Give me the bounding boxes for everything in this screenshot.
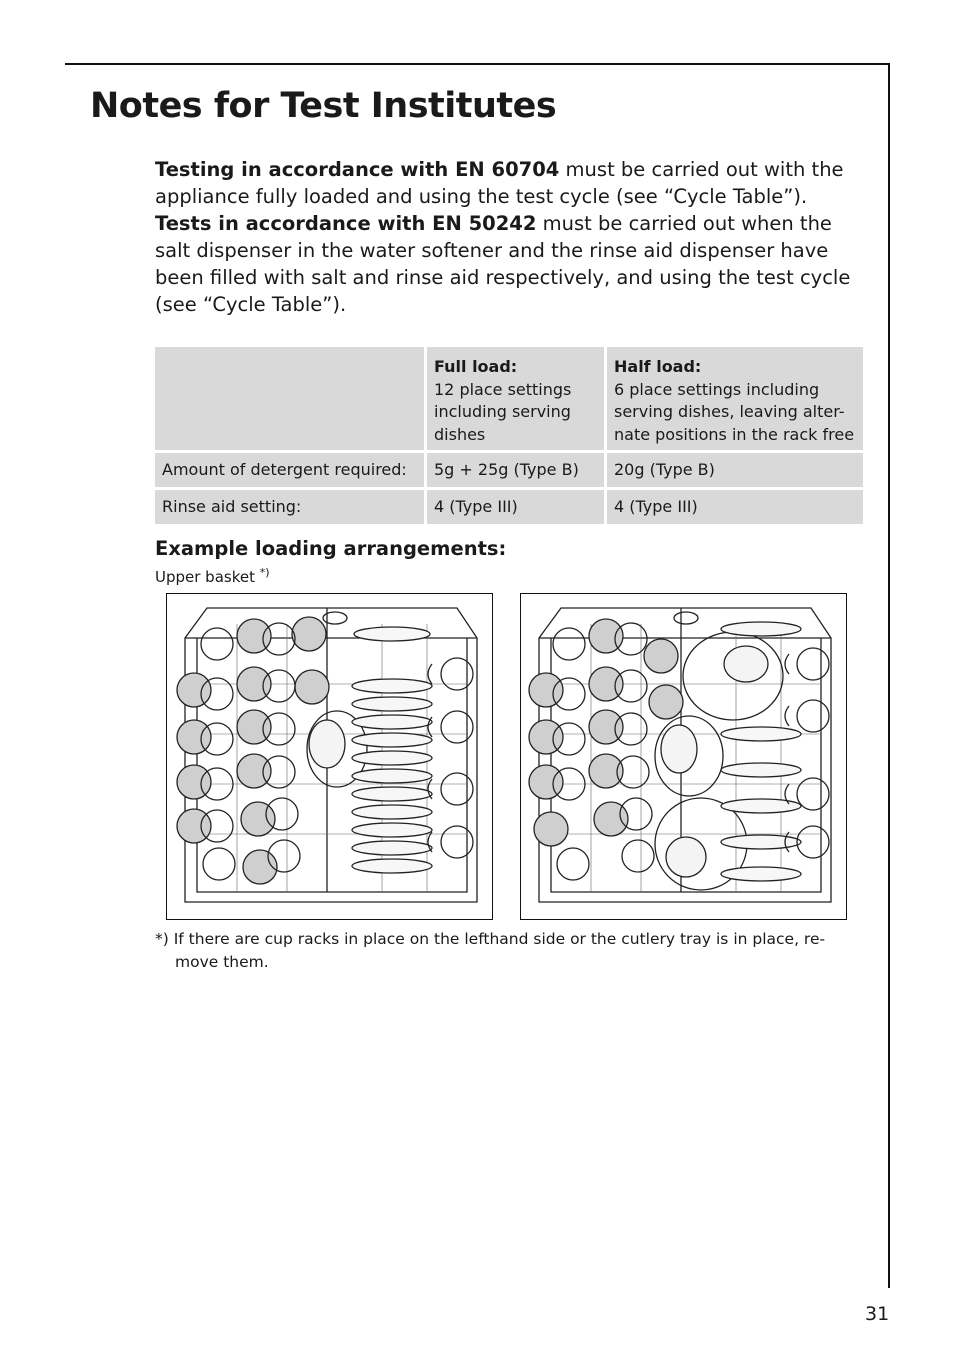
full-load-rack-illustration <box>166 593 493 920</box>
half-load-desc: 6 place settings including serving dishes, leaving alter-nate positions in the rack free <box>614 379 855 444</box>
rack-drawing-full <box>167 594 492 919</box>
table-header-half-load <box>607 347 863 450</box>
row-label: Rinse aid setting: <box>155 490 427 524</box>
half-load-label: Half load: <box>614 357 702 376</box>
full-load-desc: 12 place settings including serving dishes <box>434 379 572 444</box>
table-row <box>155 453 863 487</box>
top-rule <box>65 63 890 65</box>
footnote-line-2: move them. <box>175 953 269 971</box>
footnote-line-1: *) If there are cup racks in place on the lefthand side or the cutlery tray is in place, re- <box>155 930 826 948</box>
intro-standard-1: Testing in accordance with EN 60704 <box>155 158 560 181</box>
full-load-label: Full load: <box>434 357 518 376</box>
row-label: Amount of detergent required: <box>155 453 427 487</box>
rack-drawing-half <box>521 594 846 919</box>
row-full-value: 5g + 25g (Type B) <box>427 453 607 487</box>
upper-basket-text: Upper basket <box>155 568 260 586</box>
footnote-marker: *) <box>259 566 270 579</box>
row-half-value: 4 (Type III) <box>607 490 863 524</box>
table-header-empty <box>155 347 427 450</box>
test-load-table <box>155 347 863 524</box>
footnote <box>155 928 865 974</box>
side-rule <box>888 63 890 1288</box>
table-header-full-load <box>427 347 607 450</box>
intro-text-2: must be carried out when the salt dispenser in the water softener and the rinse aid dispenser have been filled with salt and rinse aid respectively, and using the test cycle (see “Cycle Table”). <box>155 212 851 316</box>
row-half-value: 20g (Type B) <box>607 453 863 487</box>
intro-paragraph-1 <box>155 156 870 210</box>
table-header-row <box>155 347 863 450</box>
intro-standard-2: Tests in accordance with EN 50242 <box>155 212 537 235</box>
page-number: 31 <box>865 1303 890 1325</box>
upper-basket-label <box>155 566 270 586</box>
page-title: Notes for Test Institutes <box>90 86 557 126</box>
table-row <box>155 490 863 524</box>
intro-text-1: must be carried out with the appliance fully loaded and using the test cycle (see “Cycle Table”). <box>155 158 844 208</box>
intro-paragraph-2 <box>155 210 870 318</box>
half-load-rack-illustration <box>520 593 847 920</box>
example-heading: Example loading arrangements: <box>155 537 507 560</box>
row-full-value: 4 (Type III) <box>427 490 607 524</box>
intro-text <box>155 156 870 318</box>
